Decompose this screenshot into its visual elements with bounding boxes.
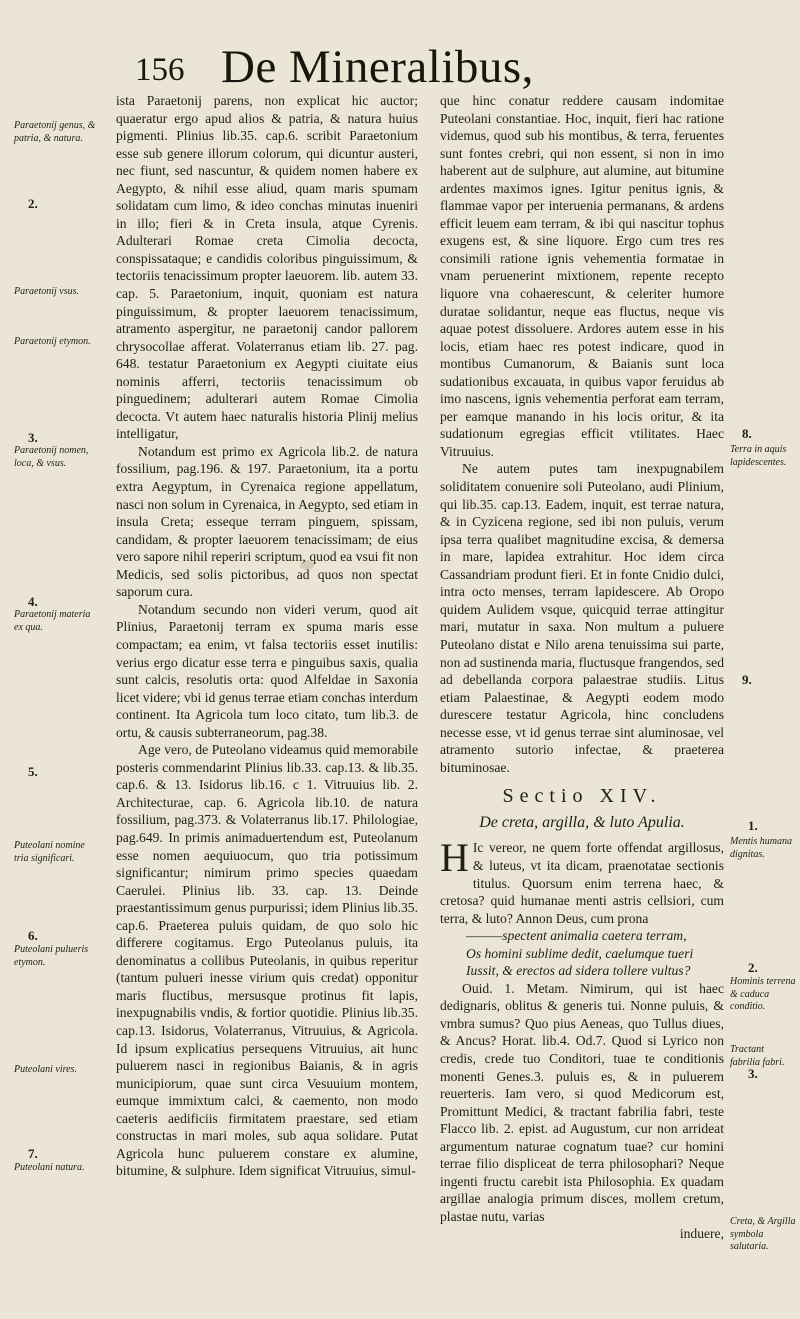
margin-note: Puteolani vires. (14, 1064, 77, 1075)
margin-number: 5. (28, 764, 38, 779)
margin-number: 2. (748, 960, 758, 975)
paragraph: Ne autem putes tam inexpugnabilem soliditatem conuenire soli Puteolano, audi Plinium, qui lib.35. cap.13. Eadem, inquit, est terrae natura, & in Cyzicena regione, sed ibi non puluis, verum ipsa terra qualibet magnitudine excisa, & demersa in mare, lapidea extrahitur. Hoc idem circa Cassandriam produnt fieri. Et in fonte Cnidio dulci, intra octo menses, terram lapidescere. Ab Oropo quidem Aulidem vsque, quicquid terrae attingitur mari, mutatur in saxa. Non multum a puluere Puteolano distat e Nilo arena tenuissima sui parte, non ad sustinenda maria, fluctusque frangendos, sed ad debellanda corpora palaestrae studiis. Litus etiam Palaestinae, & Aegypti eodem modo durescere testatur Agricola, hinc concludens necesse esse, vt id genus terrae sint aluminosae, vel atramento sutorio infectae, & praeterea bituminosae. (440, 461, 724, 775)
margin-note: Puteolani pulueris etymon. (14, 944, 89, 968)
margin-note: Paraetonij vsus. (14, 286, 79, 297)
margin-number: 8. (742, 426, 752, 441)
margin-note: Puteolani natura. (14, 1162, 85, 1173)
section-subtitle: De creta, argilla, & luto Apulia. (479, 813, 685, 831)
paragraph: que hinc conatur reddere causam indomitae Puteolani constantiae. Hoc, inquit, fieri hac ratione videmus, quod sub his montibus, & terra, feruentes sunt fontes crebri, qui non essent, si non in imo haberent aut de sulphure, aut alumine, aut bitumine ardentes maximos ignes. Igitur penitus ignis, & flammae vapor per interuenia permanans, & ardens efficit leuem eam terram, & ibi qui nascitur tophus exugens est, & sine liquore. Ergo cum tres res consimili ratione ignis vehementia formatae in vnam peruenerint mixtionem, repente recepto liquore vna cohaerescunt, & celeriter humore duratae solidantur, neque eas fluctus, neque vis aquae potest dissoluere. Ardores autem esse in his locis, etiam haec res potest indicare, quod in montibus Cumanorum, & Baianis sunt loca sudationibus excauata, in quibus vapor feruidus ab imo nascens, ignis vehementia perforat eam terram, per eamque manando in his locis oritur, & ita sudationum egregias efficit vtilitates. Haec Vitruuius. (440, 93, 724, 459)
drop-cap: H (440, 835, 469, 881)
page-header (0, 38, 800, 98)
margin-note: Tractant fabrilia fabri. (730, 1044, 785, 1068)
margin-note: Mentis humana dignitas. (730, 836, 792, 860)
verse-line: ———spectent animalia caetera terram, (466, 928, 687, 944)
margin-number: 3. (28, 430, 38, 445)
margin-number: 6. (28, 928, 38, 943)
margin-number: 1. (748, 818, 758, 833)
right-column (440, 92, 724, 1243)
margin-note: Paraetonij genus, & patria, & natura. (14, 120, 96, 144)
margin-note: Creta, & Argilla symbola salutaria. (730, 1216, 796, 1252)
margin-number: 7. (28, 1146, 38, 1161)
margin-number: 4. (28, 594, 38, 609)
margin-number: 3. (748, 1066, 758, 1081)
margin-note: Paraetonij materia ex qua. (14, 609, 91, 633)
paragraph: ista Paraetonij parens, non explicat hic auctor; quaeratur ergo apud alios & patria, & natura huius pigmenti. Plinius lib.35. cap.6. scribit Paraetonium esse sub genere illorum colorum, qui dicuntur austeri, nec fiunt, sed nascuntur, & quidem nomen habere ex Aegypto, & nihil esse aliud, quam maris spumam solidatam cum limo, & ideo conchas minutas inueniri in illo; fieri & in Creta insula, atque Cyrenis. Adulterari Romae creta Cimolia decocta, conspissataque; e candidis coloribus pinguissimum, & tectoriis tenacissimum propter laeuorem. lib. autem 33. cap. 5. Paraetonium, inquit, quoniam est natura pinguissimum, & propter laeuorem tenacissimum, atramento aspergitur, ne paraetonij candor pallorem chrysocollae afferat. Volaterranus etiam lib. 27. pag. 648. testatur Paraetonium ex Aegypti ciuitate eius nominis afferri, tectoriis tenacissimum ob pinguedinem; adulterari autem Romae Cimolia decocta. Vt autem haec naturalis historia Plinij melius intelligatur, (116, 93, 418, 442)
page-number: 156 (135, 52, 185, 88)
verse-line: Iussit, & erectos ad sidera tollere vultus? (466, 963, 691, 979)
left-column (116, 92, 418, 1180)
paragraph: Notandum secundo non videri verum, quod ait Plinius, Paraetonij terram ex spuma maris esse compactam; ea enim, vt falsa tectoriis esset inutilis: verius ergo dicatur esse terra e pinguibus saxis, qualia sunt calcis, resolutis orta: quod Alfeldae in Saxonia licet videre; vbi id genus terrae etiam conchas interdum continent. Ita Agricola tum loco citato, tum lib.3. de ortu, & causis subterraneorum, pag.38. (116, 601, 418, 740)
margin-note: Paraetonij nomen, loca, & vsus. (14, 445, 89, 469)
section-heading: Sectio XIV. (502, 785, 662, 808)
paragraph: Age vero, de Puteolano videamus quid memorabile posteris commendarint Plinius lib.33. cap.13. & lib.35. cap.6. & 13. Isidorus lib.16. c 1. Vitruuius lib. 2. Architecturae, cap. 6. Agricola lib.10. de natura fossilium, pag.373. & Volaterranus lib.17. Philologiae, pag.649. In primis animaduertendum est, Puteolanum esse nomen aequiuocum, quo tria potissimum significantur; nimirum primo species quaedam Caerulei. Plinius lib. 33. cap. 13. Deinde praestantissimum genus purpurissi; idem Plinius lib.35. cap.6. Praeterea puluis quidam, de quo solo hic differere cogitamus. Ergo Puteolanus puluis, ita denominatus a collibus Puteolanis, in quibus reperitur (tantum pulueri inesse virium quis credat) opponitur maris fluctibus, mersusque protinus fit lapis, inexpugnabilis vndis, & fortior quotidie. Plinius lib.35. cap.13. Isidorus, Volaterranus, Vitruuius, & Agricola. Id ipsum explicatius persequens Vitruuius, ait hunc puluerem nasci in regionibus Baianis, & in agris municipiorum, quae sunt circa Vesuuium montem, eumque immixtum calci, & caemento, non modo caeteris aedificiis firmitatem praestare, sed etiam constructas in mari moles, sub aqua solidare. Putat Agricola hunc puluerem constare ex alumine, bitumine, & sulphure. Idem significat Vitruuius, simul- (116, 742, 418, 1179)
catchword: induere, (679, 1226, 724, 1242)
margin-number: 9. (742, 672, 752, 687)
margin-note: Paraetonij etymon. (14, 336, 91, 347)
margin-note: Terra in aquis lapidescentes. (730, 444, 787, 468)
verse-line: Os homini sublime dedit, caelumque tueri (466, 945, 694, 961)
section-intro-text: Ic vereor, ne quem forte offendat argillosus, & luteus, vt ita dicam, praenotatae sectionis titulus. Quorsum enim terrena haec, & cretosa? quid humanae menti astris cellsiori, cum terra, & luto? Annon Deus, cum prona (440, 840, 724, 926)
margin-number: 2. (28, 196, 38, 211)
section-intro-paragraph (440, 835, 724, 927)
running-title: De Mineralibus, (221, 41, 534, 93)
paragraph: Ouid. 1. Metam. Nimirum, qui ist haec dedignaris, oblitus & generis tui. Nonne puluis, & vmbra sumus? Quo pius Aeneas, quo Tullus diues, & Ancus? Horat. lib.4. Od.7. Quod si Lyrico non credis, crede tuo Conditori, tuae te conditionis monenti Genes.3. puluis es, & in puluerem reuerteris. Iam vero, si quod Medicorum est, Promittunt Medici, & tractant fabrilia fabri, teste Flacco lib. 2. epist. ad Augustum, cur non arrideat argumentum naturae cognatum tuae? cur homini terrae filio displiceat de terra philosophari? Neque ingenti fructu carebit ista Philosophia. Ex quadam argillae analogia primum disces, mollem cretum, plastae nutu, varias (440, 980, 724, 1224)
margin-note: Hominis terrena & caduca conditio. (730, 976, 796, 1012)
margin-note: Puteolani nomine tria significari. (14, 840, 85, 864)
paragraph: Notandum est primo ex Agricola lib.2. de natura fossilium, pag.196. & 197. Paraetonium, ita a portu extra Aegyptum, in Cyrenaica regione appellatum, nasci non solum in Cyrenaica, in Aegypto, sed etiam in insula Creta; esseque terram pinguem, spissam, candidam, & propter laeuorem tenacissimam; de eius vero sapore nihil reperiri scriptum, quod ea vsui fit non Medicis, sed solis pictoribus, ad quos non spectat saporum cura. (116, 443, 418, 600)
